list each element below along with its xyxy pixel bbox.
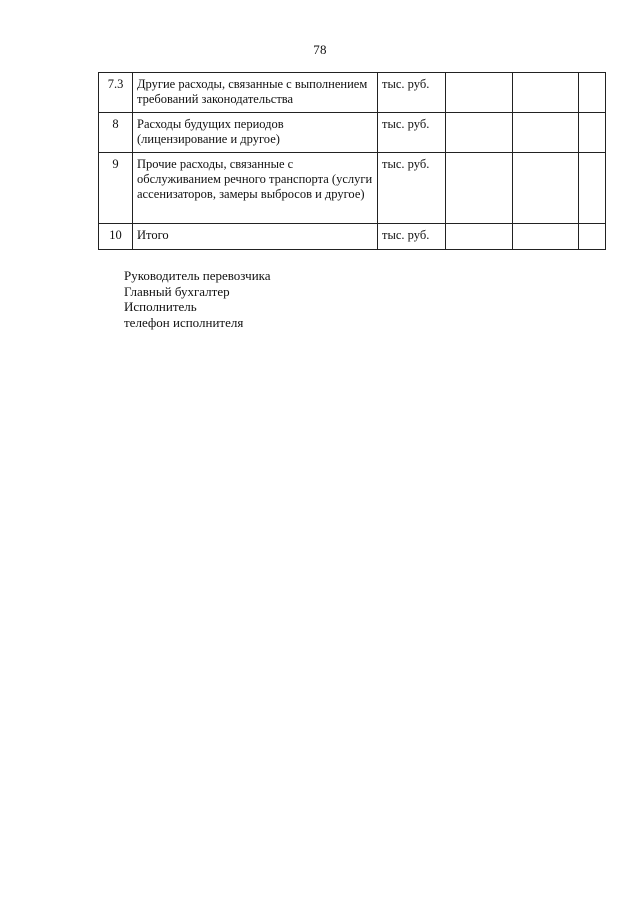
row-unit: тыс. руб.: [378, 113, 446, 153]
page-number: 78: [313, 42, 327, 57]
expenses-table: [98, 72, 606, 250]
row-value-1: [446, 224, 513, 250]
row-name: Итого: [133, 224, 378, 250]
signature-executor: Исполнитель: [124, 299, 197, 314]
row-value-3: [579, 113, 606, 153]
row-value-1: [446, 73, 513, 113]
row-value-2: [513, 73, 579, 113]
table-row: [99, 224, 606, 250]
row-number: 7.3: [99, 73, 133, 113]
row-name: Прочие расходы, связанные с обслуживанием речного транспорта (услуги ассенизаторов, замеры выбросов и другое): [133, 153, 378, 224]
row-unit: тыс. руб.: [378, 224, 446, 250]
row-value-3: [579, 224, 606, 250]
row-number: 8: [99, 113, 133, 153]
signature-chief-accountant: Главный бухгалтер: [124, 283, 230, 299]
table-row: [99, 73, 606, 113]
row-name: Расходы будущих периодов (лицензирование и другое): [133, 113, 378, 153]
row-name: Другие расходы, связанные с выполнением требований законодательства: [133, 73, 378, 113]
signature-executor-phone: телефон исполнителя: [124, 314, 244, 330]
signature-head: Руководитель перевозчика: [124, 268, 271, 283]
row-value-2: [513, 113, 579, 153]
row-number: 10: [99, 224, 133, 250]
row-value-2: [513, 153, 579, 224]
row-value-1: [446, 153, 513, 224]
row-unit: тыс. руб.: [378, 73, 446, 113]
row-value-1: [446, 113, 513, 153]
row-value-3: [579, 153, 606, 224]
signature-block: [124, 268, 271, 330]
table-row: [99, 153, 606, 224]
row-value-3: [579, 73, 606, 113]
row-unit: тыс. руб.: [378, 153, 446, 224]
row-value-2: [513, 224, 579, 250]
row-number: 9: [99, 153, 133, 224]
table-row: [99, 113, 606, 153]
